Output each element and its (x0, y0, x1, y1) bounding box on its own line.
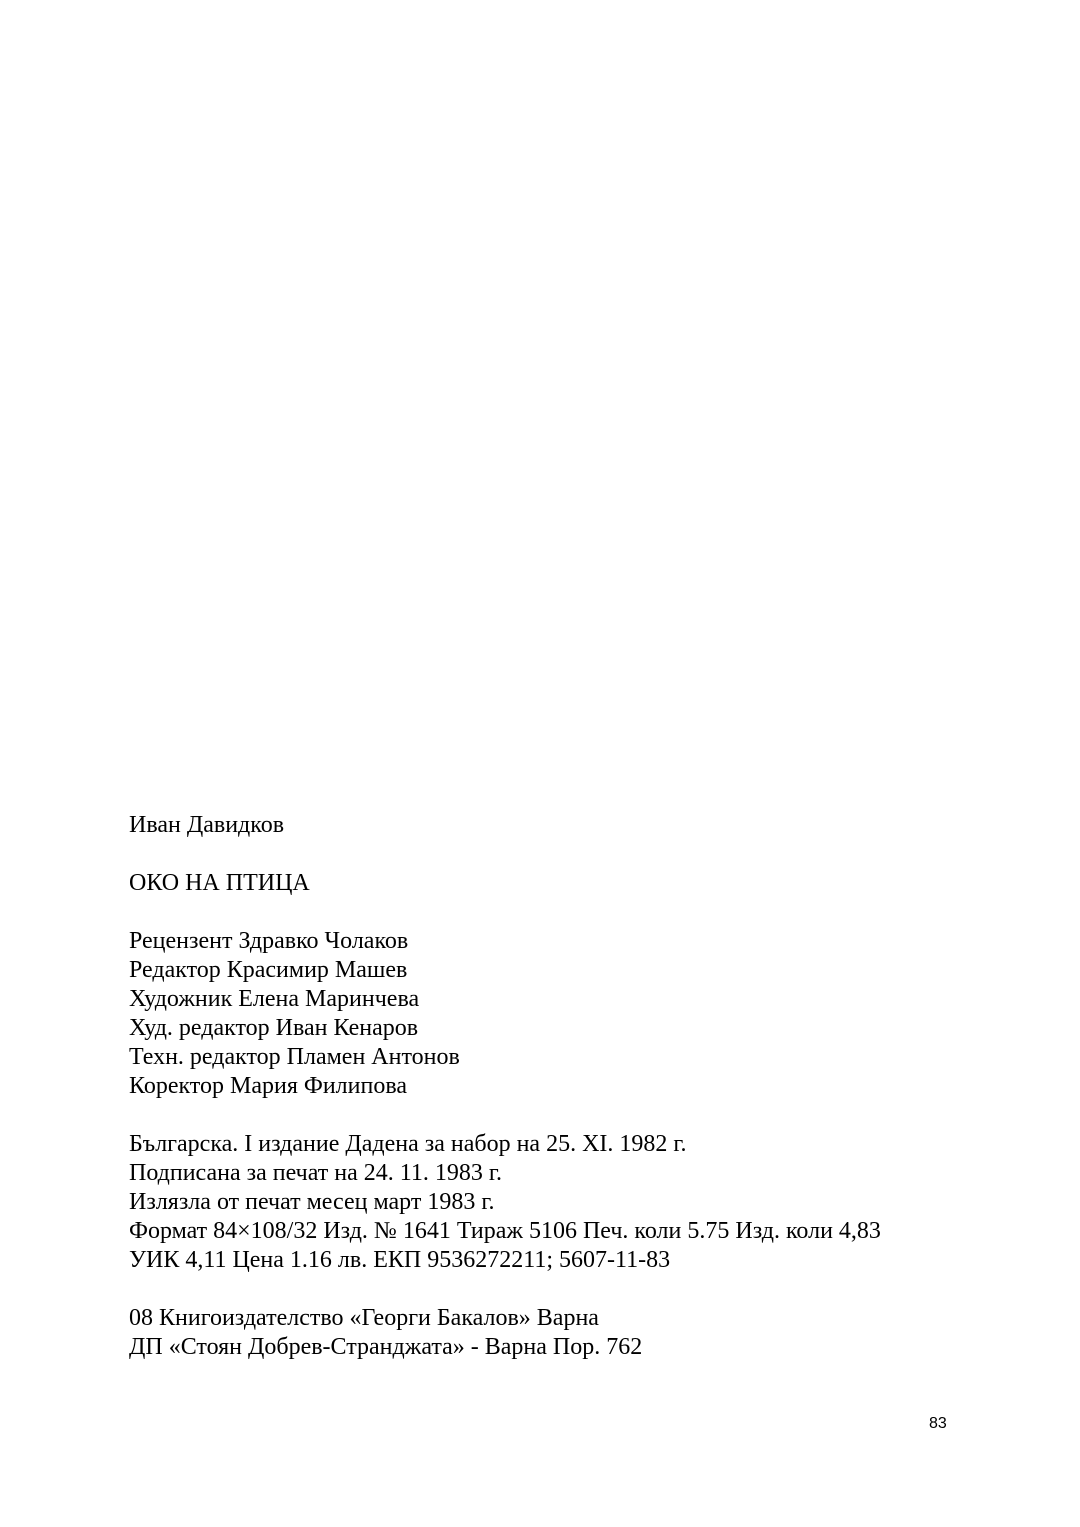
book-title: ОКО НА ПТИЦА (129, 870, 310, 896)
credit-line: Техн. редактор Пламен Антонов (129, 1044, 460, 1070)
publication-line: Подписана за печат на 24. 11. 1983 г. (129, 1160, 502, 1186)
publisher-block (129, 1304, 1029, 1362)
author-block (129, 811, 1029, 840)
credit-line: Худ. редактор Иван Кенаров (129, 1015, 419, 1041)
author-name: Иван Давидков (129, 812, 285, 838)
title-block (129, 869, 1029, 898)
publication-line: УИК 4,11 Цена 1.16 лв. ЕКП 9536272211; 5607-11-83 (129, 1247, 671, 1273)
credit-line: Коректор Мария Филипова (129, 1073, 407, 1099)
publisher-line: ДП «Стоян Добрев-Странджата» - Варна Пор. 762 (129, 1334, 643, 1360)
publication-block (129, 1130, 1029, 1275)
publication-line: Българска. I издание Дадена за набор на 25. XI. 1982 г. (129, 1131, 687, 1157)
publication-line: Излязла от печат месец март 1983 г. (129, 1189, 495, 1215)
credit-line: Редактор Красимир Машев (129, 957, 408, 983)
publisher-line: 08 Книгоиздателство «Георги Бакалов» Варна (129, 1305, 599, 1331)
credit-line: Рецензент Здравко Чолаков (129, 928, 409, 954)
credits-block (129, 927, 1029, 1101)
credit-line: Художник Елена Маринчева (129, 986, 420, 1012)
publication-line: Формат 84×108/32 Изд. № 1641 Тираж 5106 Печ. коли 5.75 Изд. коли 4,83 (129, 1218, 881, 1244)
page-number: 83 (929, 1415, 947, 1432)
colophon (129, 811, 1029, 1362)
